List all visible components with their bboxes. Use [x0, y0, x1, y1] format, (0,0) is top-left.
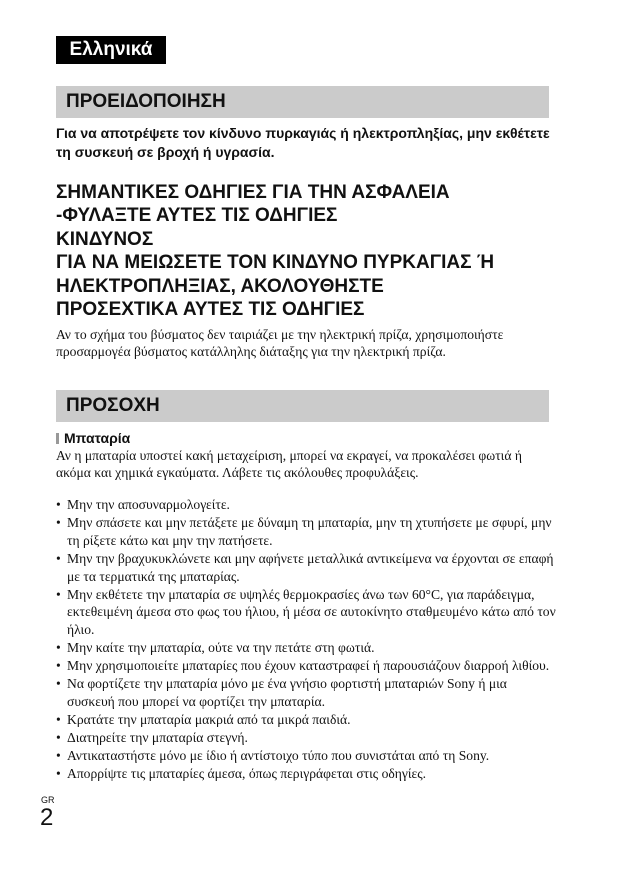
- safety-heading-line: ΠΡΟΣΕΧΤΙΚΑ ΑΥΤΕΣ ΤΙΣ ΟΔΗΓΙΕΣ: [56, 299, 365, 321]
- language-tab: Ελληνικά: [56, 36, 166, 64]
- safety-heading: [56, 181, 566, 321]
- battery-intro: Αν η μπαταρία υποστεί κακή μεταχείριση, μπορεί να εκραγεί, να προκαλέσει φωτιά ή ακόμα και χημικά εγκαύματα. Λάβετε τις ακόλουθες προφυλάξεις.: [56, 448, 522, 480]
- safety-heading-line: ΓΙΑ ΝΑ ΜΕΙΩΣΕΤΕ ΤΟΝ ΚΙΝΔΥΝΟ ΠΥΡΚΑΓΙΑΣ Ή: [56, 252, 495, 274]
- list-item: • Απορρίψτε τις μπαταρίες άμεσα, όπως περιγράφεται στις οδηγίες.: [56, 765, 556, 783]
- safety-heading-line: ΗΛΕΚΤΡΟΠΛΗΞΙΑΣ, ΑΚΟΛΟΥΘΗΣΤΕ: [56, 275, 384, 297]
- list-item: • Αντικαταστήστε μόνο με ίδιο ή αντίστοιχο τύπο που συνιστάται από τη Sony.: [56, 747, 556, 765]
- safety-heading-line: -ΦΥΛΑΞΤΕ ΑΥΤΕΣ ΤΙΣ ΟΔΗΓΙΕΣ: [56, 205, 338, 227]
- region-code: GR: [41, 795, 55, 805]
- list-item: • Μην την αποσυναρμολογείτε.: [56, 496, 556, 514]
- battery-subheading-text: Μπαταρία: [64, 430, 131, 446]
- warning-heading: ΠΡΟΕΙΔΟΠΟΙΗΣΗ: [56, 86, 549, 118]
- safety-heading-line: ΣΗΜΑΝΤΙΚΕΣ ΟΔΗΓΙΕΣ ΓΙΑ ΤΗΝ ΑΣΦΑΛΕΙΑ: [56, 182, 450, 203]
- list-item: • Μην σπάσετε και μην πετάξετε με δύναμη τη μπαταρία, μην τη χτυπήσετε με σφυρί, μην τη ρίξετε κάτω και μην την πατήσετε.: [56, 514, 556, 550]
- list-item: • Μην εκθέτετε την μπαταρία σε υψηλές θερμοκρασίες άνω των 60°C, για παράδειγμα, εκτεθειμένη άμεσα στο φως του ήλιου, ή μέσα σε αυτοκίνητο σταθμευμένο κάτω από τον ήλιο.: [56, 586, 556, 640]
- battery-subheading: [56, 430, 130, 447]
- safety-heading-line: ΚΙΝΔΥΝΟΣ: [56, 228, 154, 250]
- list-item: • Να φορτίζετε την μπαταρία μόνο με ένα γνήσιο φορτιστή μπαταριών Sony ή μια συσκευή που μπορεί να φορτίζει την μπαταρία.: [56, 675, 556, 711]
- battery-precautions-list: [56, 496, 556, 783]
- caution-heading: ΠΡΟΣΟΧΗ: [56, 390, 549, 422]
- list-item: • Μην καίτε την μπαταρία, ούτε να την πετάτε στη φωτιά.: [56, 639, 556, 657]
- page-number: 2: [40, 804, 54, 831]
- list-item: • Διατηρείτε την μπαταρία στεγνή.: [56, 729, 556, 747]
- section-marker: [56, 433, 59, 444]
- list-item: • Μην την βραχυκυκλώνετε και μην αφήνετε μεταλλικά αντικείμενα να έρχονται σε επαφή με τα τερματικά της μπαταρίας.: [56, 550, 556, 586]
- plug-text: Αν το σχήμα του βύσματος δεν ταιριάζει με την ηλεκτρική πρίζα, χρησιμοποιήστε προσαρμογέα βύσματος κατάλληλης διάταξης για την ηλεκτρική πρίζα.: [56, 327, 504, 359]
- list-item: • Κρατάτε την μπαταρία μακριά από τα μικρά παιδιά.: [56, 711, 556, 729]
- warning-text: Για να αποτρέψετε τον κίνδυνο πυρκαγιάς ή ηλεκτροπληξίας, μην εκθέτετε τη συσκευή σε βροχή ή υγρασία.: [56, 125, 550, 160]
- list-item: • Μην χρησιμοποιείτε μπαταρίες που έχουν καταστραφεί ή παρουσιάζουν διαρροή λιθίου.: [56, 657, 556, 675]
